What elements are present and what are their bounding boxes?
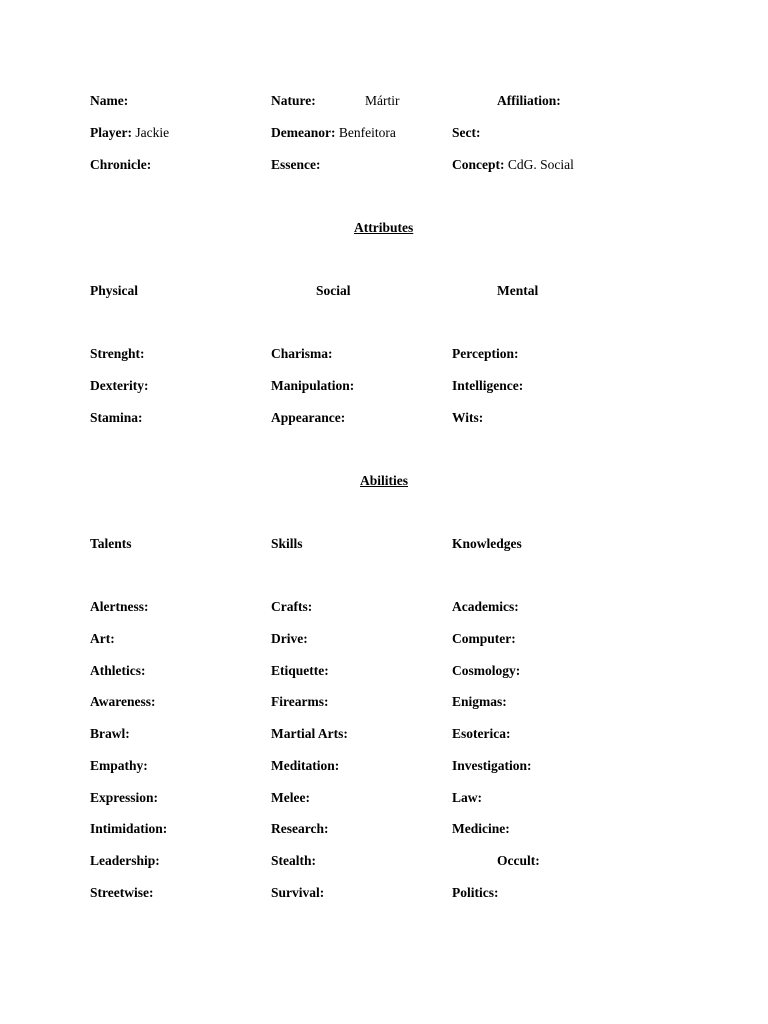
skill-item: Etiquette: [271,663,329,678]
demeanor-label: Demeanor: [271,125,336,140]
attr-perception: Perception: [452,346,519,361]
essence-label: Essence: [271,157,321,172]
demeanor-field [271,125,396,141]
category-knowledges: Knowledges [452,536,522,551]
skill-item: Meditation: [271,758,340,773]
knowledge-item: Cosmology: [452,663,521,678]
category-skills: Skills [271,536,303,551]
category-social: Social [316,283,351,298]
knowledge-item: Politics: [452,885,499,900]
knowledge-item: Esoterica: [452,726,511,741]
concept-label: Concept: [452,157,505,172]
talent-item: Empathy: [90,758,148,773]
talent-item: Brawl: [90,726,130,741]
skill-item: Research: [271,821,329,836]
name-label: Name: [90,93,129,108]
attr-strength: Strenght: [90,346,145,361]
knowledge-item: Occult: [497,853,540,868]
player-label: Player: [90,125,132,140]
talent-item: Athletics: [90,663,146,678]
attr-appearance: Appearance: [271,410,346,425]
nature-value: Mártir [365,93,400,108]
knowledge-item: Enigmas: [452,694,507,709]
talent-item: Leadership: [90,853,160,868]
concept-field [452,157,574,173]
knowledge-item: Medicine: [452,821,510,836]
attr-charisma: Charisma: [271,346,333,361]
player-value: Jackie [135,125,170,140]
skill-item: Firearms: [271,694,329,709]
skill-item: Stealth: [271,853,316,868]
skill-item: Melee: [271,790,310,805]
chronicle-label: Chronicle: [90,157,152,172]
demeanor-value: Benfeitora [338,125,396,140]
category-physical: Physical [90,283,139,298]
skill-item: Drive: [271,631,308,646]
attr-stamina: Stamina: [90,410,143,425]
talent-item: Streetwise: [90,885,154,900]
player-field [90,125,169,141]
talent-item: Art: [90,631,115,646]
skill-item: Martial Arts: [271,726,348,741]
talent-item: Awareness: [90,694,156,709]
abilities-heading: Abilities [360,473,409,488]
affiliation-label: Affiliation: [497,93,561,108]
attributes-heading: Attributes [354,220,414,235]
knowledge-item: Academics: [452,599,519,614]
attr-intelligence: Intelligence: [452,378,524,393]
nature-label: Nature: [271,93,316,108]
concept-value: CdG. Social [507,157,574,172]
skill-item: Crafts: [271,599,313,614]
talent-item: Intimidation: [90,821,168,836]
knowledge-item: Investigation: [452,758,532,773]
category-talents: Talents [90,536,132,551]
knowledge-item: Computer: [452,631,516,646]
talent-item: Alertness: [90,599,149,614]
attr-dexterity: Dexterity: [90,378,149,393]
talent-item: Expression: [90,790,159,805]
skill-item: Survival: [271,885,325,900]
sect-label: Sect: [452,125,481,140]
attr-wits: Wits: [452,410,484,425]
knowledge-item: Law: [452,790,482,805]
attr-manipulation: Manipulation: [271,378,355,393]
category-mental: Mental [497,283,539,298]
